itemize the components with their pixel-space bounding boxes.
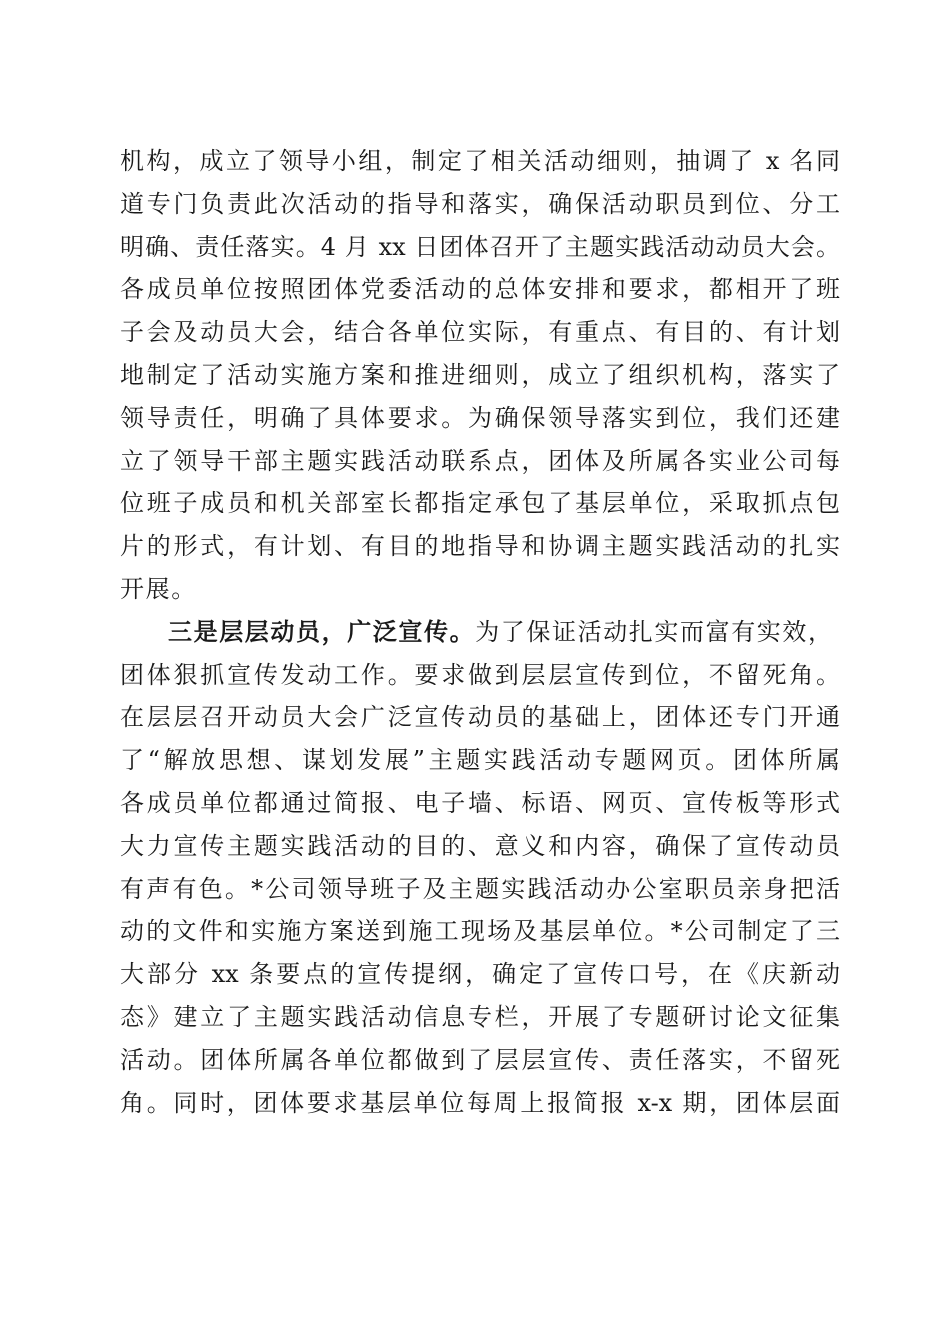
paragraph [120,140,840,611]
text-line: 位班子成员和机关部室长都指定承包了基层单位，采取抓点包 [120,489,840,518]
text-line: 明确、责任落实。4 月 xx 日团体召开了主题实践活动动员大会。 [120,232,840,261]
text-line: 道专门负责此次活动的指导和落实，确保活动职员到位、分工 [120,189,840,218]
text-line: 态》建立了主题实践活动信息专栏，开展了专题研讨论文征集 [120,1002,840,1031]
text-line [120,611,840,654]
text-line: 立了领导干部主题实践活动联系点，团体及所属各实业公司每 [120,446,840,475]
text-line: 动的文件和实施方案送到施工现场及基层单位。*公司制定了三 [120,917,840,946]
paragraph [120,611,840,1125]
text-line: 团体狠抓宣传发动工作。要求做到层层宣传到位，不留死角。 [120,660,840,689]
document-body [120,140,840,1124]
text-line: 各成员单位按照团体党委活动的总体安排和要求，都相开了班 [120,275,840,304]
text-line: 各成员单位都通过简报、电子墙、标语、网页、宣传板等形式 [120,788,840,817]
text-line: 活动。团体所属各单位都做到了层层宣传、责任落实，不留死 [120,1045,840,1074]
text-run: 为了保证活动扎实而富有实效， [475,617,834,646]
text-line: 大部分 xx 条要点的宣传提纲，确定了宣传口号，在《庆新动 [120,960,840,989]
text-line: 领导责任，明确了具体要求。为确保领导落实到位，我们还建 [120,403,840,432]
text-line: 机构，成立了领导小组，制定了相关活动细则，抽调了 x 名同 [120,147,840,175]
text-line: 开展。 [120,574,197,603]
text-line: 地制定了活动实施方案和推进细则，成立了组织机构，落实了 [120,360,840,389]
text-line: 了“解放思想、谋划发展”主题实践活动专题网页。团体所属 [120,746,840,775]
text-line: 有声有色。*公司领导班子及主题实践活动办公室职员亲身把活 [120,874,840,903]
text-line: 片的形式，有计划、有目的地指导和协调主题实践活动的扎实 [120,532,840,561]
text-line: 角。同时，团体要求基层单位每周上报简报 x-x 期，团体层面 [120,1088,840,1117]
paragraph-heading: 三是层层动员，广泛宣传。 [168,616,476,646]
text-line: 在层层召开动员大会广泛宣传动员的基础上，团体还专门开通 [120,703,840,732]
text-line: 大力宣传主题实践活动的目的、意义和内容，确保了宣传动员 [120,831,840,860]
text-line: 子会及动员大会，结合各单位实际，有重点、有目的、有计划 [120,318,840,347]
